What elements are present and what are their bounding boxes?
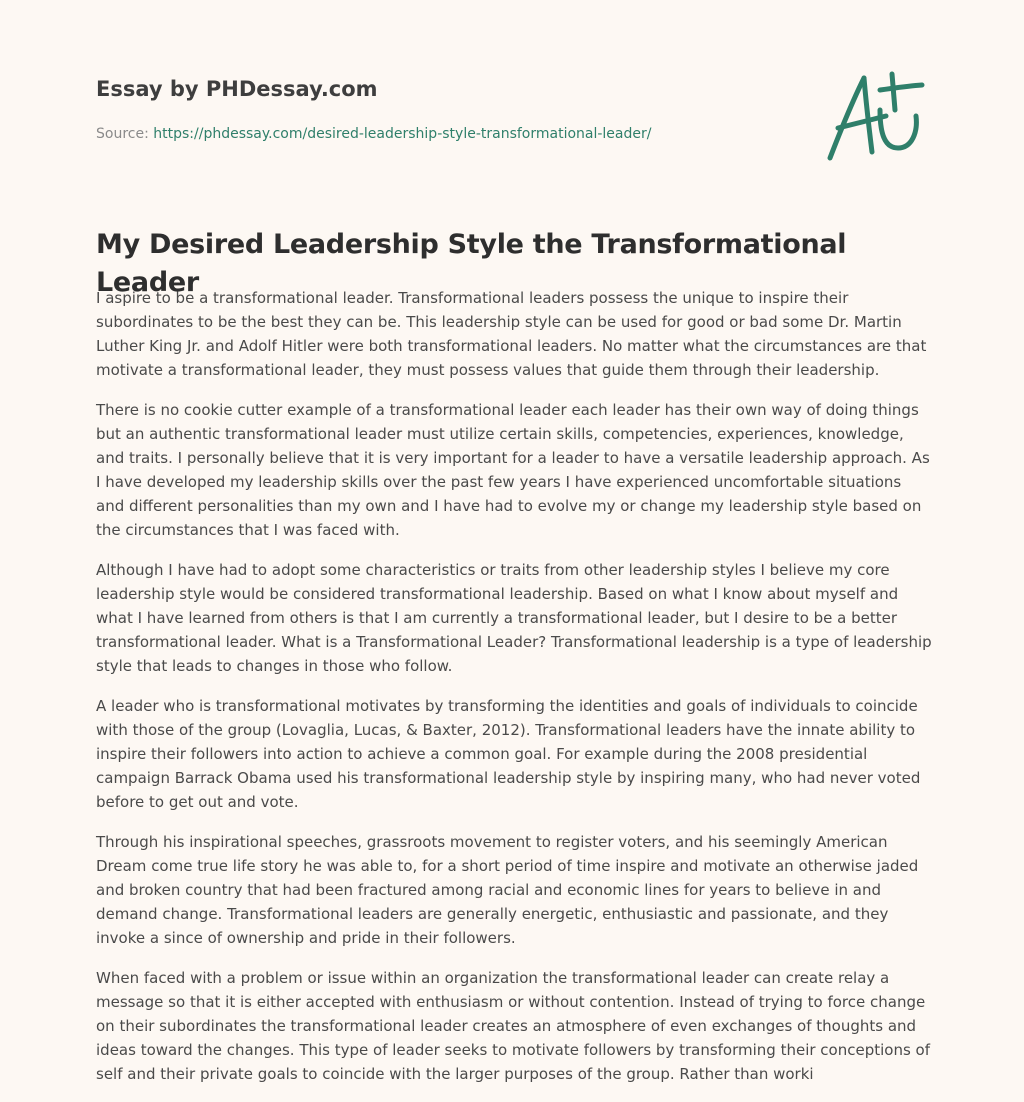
source-label: Source: — [96, 126, 154, 142]
source-line — [96, 124, 796, 144]
essay-paragraph: A leader who is transformational motivates by transforming the identities and goals of individuals to coincide with those of the group (Lovaglia, Lucas, & Baxter, 2012). Transformational leaders have the innate ability to inspire their followers into action to achieve a common goal. For example during the 2008 presidential campaign Barrack Obama used his transformational leadership style by inspiring many, who had never voted before to get out and vote. — [96, 697, 921, 811]
source-link[interactable]: https://phdessay.com/desired-leadership-style-transformational-leader/ — [153, 126, 652, 142]
essay-paragraph: There is no cookie cutter example of a transformational leader each leader has their own way of doing things but an authentic transformational leader must utilize certain skills, competencies, experiences, knowledge, and traits. I personally believe that it is very important for a leader to have a versatile leadership approach. As I have developed my leadership skills over the past few years I have experienced uncomfortable situations and different personalities than my own and I have had to evolve my or change my leadership style based on the circumstances that I was faced with. — [96, 401, 930, 539]
site-title: Essay by PHDessay.com — [96, 77, 378, 101]
a-plus-logo-icon — [820, 66, 932, 166]
essay-paragraph: Through his inspirational speeches, grassroots movement to register voters, and his seemingly American Dream come true life story he was able to, for a short period of time inspire and motivate an otherwise jaded and broken country that had been fractured among racial and economic lines for years to believe in and demand change. Transformational leaders are generally energetic, enthusiastic and passionate, and they invoke a since of ownership and pride in their followers. — [96, 833, 919, 947]
essay-paragraph: Although I have had to adopt some characteristics or traits from other leadership styles I believe my core leadership style would be considered transformational leadership. Based on what I know about myself and what I have learned from others is that I am currently a transformational leader, but I desire to be a better transformational leader. What is a Transformational Leader? Transformational leadership is a type of leadership style that leads to changes in those who follow. — [96, 561, 932, 675]
essay-body — [96, 286, 932, 1102]
essay-paragraph: I aspire to be a transformational leader. Transformational leaders possess the unique to inspire their subordinates to be the best they can be. This leadership style can be used for good or bad some Dr. Martin Luther King Jr. and Adolf Hitler were both transformational leaders. No matter what the circumstances are that motivate a transformational leader, they must possess values that guide them through their leadership. — [96, 289, 927, 379]
page-header — [96, 74, 796, 144]
essay-paragraph: When faced with a problem or issue within an organization the transformational leader can create relay a message so that it is either accepted with enthusiasm or without contention. Instead of trying to force change on their subordinates the transformational leader creates an atmosphere of even exchanges of thoughts and ideas toward the changes. This type of leader seeks to motivate followers by transforming their conceptions of self and their private goals to coincide with the larger purposes of the group. Rather than worki — [96, 969, 930, 1083]
essay-title: My Desired Leadership Style the Transformational Leader — [96, 229, 847, 298]
